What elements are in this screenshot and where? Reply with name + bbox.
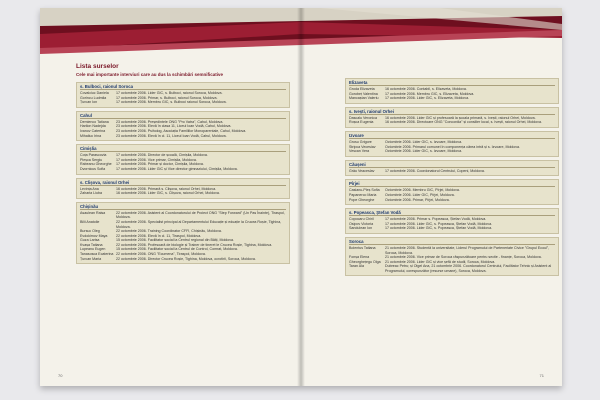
section-heading: s. Popeasca, Ștefan Vodă	[349, 210, 555, 216]
source-section	[76, 82, 290, 108]
source-row	[80, 191, 286, 196]
source-detail: 16 octombrie 2006. Lider GIC și profesoară la școala primară, s. Ivești, raionul Orhei, Moldova.	[385, 115, 536, 120]
source-row	[80, 257, 286, 262]
source-name: Mancaștan Valeriu	[349, 96, 379, 101]
source-detail: Octombrie 2006. Membru GIC, Pîrjei, Moldova.	[385, 188, 460, 193]
source-name: Tanasosca Ecaterina	[80, 252, 114, 257]
source-name: Mihailuc Irina	[80, 133, 102, 138]
source-section	[345, 208, 559, 234]
section-heading: Cahul	[80, 113, 286, 119]
source-detail: Octombrie 2006. Lider GIC, Pîrjei, Moldova.	[385, 192, 455, 197]
source-row	[80, 211, 286, 220]
section-heading: Chișinău	[80, 204, 286, 210]
source-detail: 22 octombrie 2006. Profesoară de biologie și Trainer de tineret le Crucea Roșie, Tighina, Moldova.	[116, 242, 273, 247]
source-name: Copocaru Chiril	[349, 217, 374, 222]
source-detail: Octombrie 2006. Primar, Pîrjei, Moldova.	[385, 197, 450, 202]
source-row	[349, 226, 555, 231]
source-name: Osipov Victoria	[349, 221, 374, 226]
source-row	[349, 246, 555, 255]
source-detail: 22 octombrie 2006. Elevă în cl. 11, Tiraspol, Moldova.	[116, 233, 202, 238]
source-detail: 22 octombrie 2006. Specialist principal al Departamentului Educație și eduație la Crucea Roșie, Tighina, Moldova.	[116, 219, 282, 229]
section-heading: Căușeni	[349, 162, 555, 168]
source-row	[80, 220, 286, 229]
source-row	[349, 169, 555, 174]
source-name: Groda Elizaveta	[349, 87, 375, 91]
source-row	[349, 198, 555, 203]
source-name: Covalciuc Daniela	[80, 91, 109, 95]
source-detail: 22 octombrie 2006. Asistent al Coordonatorului de Proiect ONG "Step Forward" (Un Pas Înainte), Tiraspol, Moldova.	[116, 210, 285, 220]
page-number-right: 71	[539, 373, 544, 378]
source-row	[349, 149, 555, 154]
section-heading: s. Bulboci, raionul Soroca	[80, 84, 286, 90]
source-name: Grâu Veaceslav	[349, 168, 375, 173]
source-name: Levința Ana	[80, 186, 99, 191]
section-heading: s. Clișova, raionul Orhei	[80, 180, 286, 186]
source-detail: 17 octombrie 2006. Coordonatorul Centrului, Copeni, Moldova.	[385, 168, 485, 173]
right-page	[301, 8, 562, 386]
source-detail: 17 octombrie 2006. Lider GIC, s. Popeasca, Ștefan Vodă, Moldova.	[385, 221, 493, 226]
source-detail: 23 octombrie 2006. Elevă în cl. 11, Liceul Ioan Vodă, Cahul, Moldova.	[116, 133, 227, 138]
source-name: Papanerco Maria	[349, 192, 377, 197]
source-section	[76, 144, 290, 174]
source-section	[345, 237, 559, 277]
source-name: Coța Parascovia	[80, 153, 107, 158]
right-column	[345, 78, 559, 279]
source-detail: 15 octombrie 2006. Facilitator social la Centrul regional din Bălți, Moldova.	[116, 238, 235, 243]
source-name: Demienco Tatiana	[80, 119, 109, 124]
source-name: Bilii Anatolie	[80, 219, 100, 224]
source-section	[345, 78, 559, 104]
source-detail: 16 octombrie 2006. Lider GIC, s. Clișova, raionul Orhei, Moldova.	[116, 191, 220, 196]
source-name: Lupeanu Eugen	[80, 247, 106, 252]
source-name: Sandulean Ion	[349, 226, 373, 231]
source-section	[345, 179, 559, 205]
source-section	[76, 178, 290, 199]
source-detail: 17 octombrie 2006. Primar, s. Bulboci, raionul Soroca, Moldova.	[116, 95, 218, 100]
page-title: Lista surselor	[76, 63, 119, 70]
source-name: Pleșca Sergiu	[80, 157, 103, 162]
source-detail: 22 octombrie 2006. Training Coordinator CFFI, Chișinău, Moldova.	[116, 229, 222, 234]
source-section	[345, 160, 559, 177]
source-row	[80, 100, 286, 105]
source-detail: 23 octombrie 2006. Psiholog, Asociația Familiilor Monoparentale, Cahul, Moldova.	[116, 128, 247, 133]
source-detail: 17 octombrie 2006. Vice primar, Cimișlia, Moldova.	[116, 157, 197, 162]
source-row	[349, 96, 555, 101]
source-name: Roșca Eugenia	[349, 120, 374, 125]
source-detail: 16 octombrie 2006. Contabil, s. Elizaveta, Moldova.	[385, 87, 467, 91]
source-section	[345, 131, 559, 157]
source-name: Kvașa Tatiana	[80, 242, 103, 247]
source-detail: 22 octombrie 2006. Director Crucea Roșie, Tighina, Moldova, ocrotirii, Soroca, Moldova.	[116, 256, 256, 261]
left-page	[40, 8, 301, 386]
section-heading: Pîrjei	[349, 181, 555, 187]
source-name: Grosu Grigore	[349, 139, 372, 144]
source-name: Bolentus Tatiana	[349, 245, 376, 250]
source-name: Dvornicus Sofia	[80, 166, 106, 171]
source-name: Gorincu Ludmila	[80, 95, 107, 100]
section-heading: Soroca	[349, 239, 555, 245]
source-name: Asaulean Raisa	[80, 210, 106, 215]
source-name: Gorobeț Valentina	[349, 91, 378, 96]
section-heading: Izvoare	[349, 133, 555, 139]
section-heading: Cimișlia	[80, 146, 286, 152]
source-detail: 16 octombrie 2006. Directoare ONG "Concordia" și consilier local, s. Ivești, raionul Orhei, Moldova.	[385, 120, 542, 125]
source-section	[76, 111, 290, 141]
source-detail: 16 octombrie 2006. Primară s. Clișova, raionul Orhei, Moldova.	[116, 186, 217, 191]
source-detail: 21 octombrie 2006. Studentă la universitate, Liderul Programului de Parteneriate Civice "Grupul Ecoul", Soroca, Moldova.	[385, 245, 550, 255]
source-detail: 17 octombrie 2006. Primar și doctor, Cimișlia, Moldova.	[116, 162, 204, 167]
source-name: Rabeanu Gheorghe	[80, 162, 112, 167]
section-heading: s. Ivești, raionul Orhei	[349, 109, 555, 115]
source-name: Casianu-Pleș Sofia	[349, 188, 380, 193]
source-detail: 17 octombrie 2006. Director de școală, Cimișlia, Moldova.	[116, 153, 208, 158]
source-detail: 22 octombrie 2006. ONG "Ecumena", Tiraspol, Moldova.	[116, 252, 206, 257]
source-detail: 17 octombrie 2006. Lider GIC, s. Popeasca, Ștefan Vodă, Moldova.	[385, 226, 493, 231]
source-detail: Octombrie 2006. Primarul comunei în componența cărea intră și s. Izvoare, Moldova.	[385, 144, 521, 149]
source-detail: 21 octombrie 2006. Vice primar de Soroca răspunzătoare pentru sectie - finanțe, Soroca, Moldova.	[385, 255, 542, 260]
source-detail: Octombrie 2006. Lider GIC, s. Izvoare, Moldova.	[385, 139, 463, 144]
source-name: Ivanov Caterina	[80, 128, 106, 133]
source-detail: Dubreac Petru; și Olgel Ana, 21 octombrie 2006. Coordonatorul Centrului, Facilitator Tehnic și Asistent al Programului, corespunzător (resurse umane), Soroca, Moldova.	[385, 264, 552, 273]
source-detail: 17 octombrie 2006. Lider GIC, s. Bulboci, raionul Soroca, Moldova.	[116, 91, 223, 95]
source-name: Vescan Vera	[349, 149, 370, 154]
source-detail: 17 octombrie 2006. Membru GIC, s. Elizaveta, Moldova.	[385, 91, 475, 96]
source-name: Țurcan Maria	[80, 256, 102, 261]
source-name: Evdokimov Maya	[80, 233, 108, 238]
source-row	[349, 264, 555, 273]
source-name: Țurcan Ion	[80, 100, 98, 105]
source-section	[345, 107, 559, 128]
source-detail: 23 octombrie 2006. Elevă în clasa 11, Liceul Ioan Vodă, Cahul, Moldova.	[116, 124, 232, 129]
source-name: Zaharia Liuba	[80, 191, 102, 196]
source-name: Dascalu Veronica	[349, 115, 377, 120]
source-detail: 21 octombrie 2006. Lider GIC și vice șefă de studii, Soroca, Moldova.	[385, 259, 496, 264]
book-spine	[297, 8, 305, 386]
source-detail: 17 octombrie 2006. Lider GIC și Vice director gimnaziului, Cimișlia, Moldova.	[116, 166, 238, 171]
source-row	[80, 167, 286, 172]
section-heading: Elizaveta	[349, 80, 555, 86]
source-row	[80, 134, 286, 139]
source-detail: 17 octombrie 2006. Primar s. Popeasca, Ștefan Vodă, Moldova.	[385, 217, 487, 222]
left-column	[76, 82, 290, 267]
source-name: Guza Larisa	[80, 238, 100, 243]
brochure-spread	[40, 8, 562, 386]
source-name: Harilon Nadejda	[80, 124, 106, 129]
source-detail: 17 octombrie 2006. Lider GIC, s. Elizaveta, Moldova.	[385, 96, 470, 101]
source-row	[349, 120, 555, 125]
source-name: Taran Ala	[349, 264, 364, 269]
source-name: Pope Gheorghe	[349, 197, 375, 202]
page-subtitle: Cele mai importante interviuri care au dus la schimbări semnificative	[76, 72, 224, 77]
source-detail: Octombrie 2006. Lider GIC, s. Izvoare, Moldova.	[385, 149, 463, 154]
source-name: Fonșa Elena	[349, 255, 370, 260]
source-detail: 15 octombrie 2006. Facilitator social la Centrul de Control, Comrat, Moldova.	[116, 247, 238, 252]
source-name: Stripca Vecesiav	[349, 144, 376, 149]
source-section	[76, 202, 290, 265]
source-detail: 23 octombrie 2006. Președintele ONG "Pro Vatra", Cahul, Moldova.	[116, 119, 224, 124]
source-name: Bursuc Oleg	[80, 229, 100, 234]
page-number-left: 70	[58, 373, 63, 378]
source-detail: 17 octombrie 2006. Membru GIC, s. Bulboci raionul Soroca, Moldova.	[116, 100, 227, 105]
source-name: Gheorghețegu Olga	[349, 259, 381, 264]
